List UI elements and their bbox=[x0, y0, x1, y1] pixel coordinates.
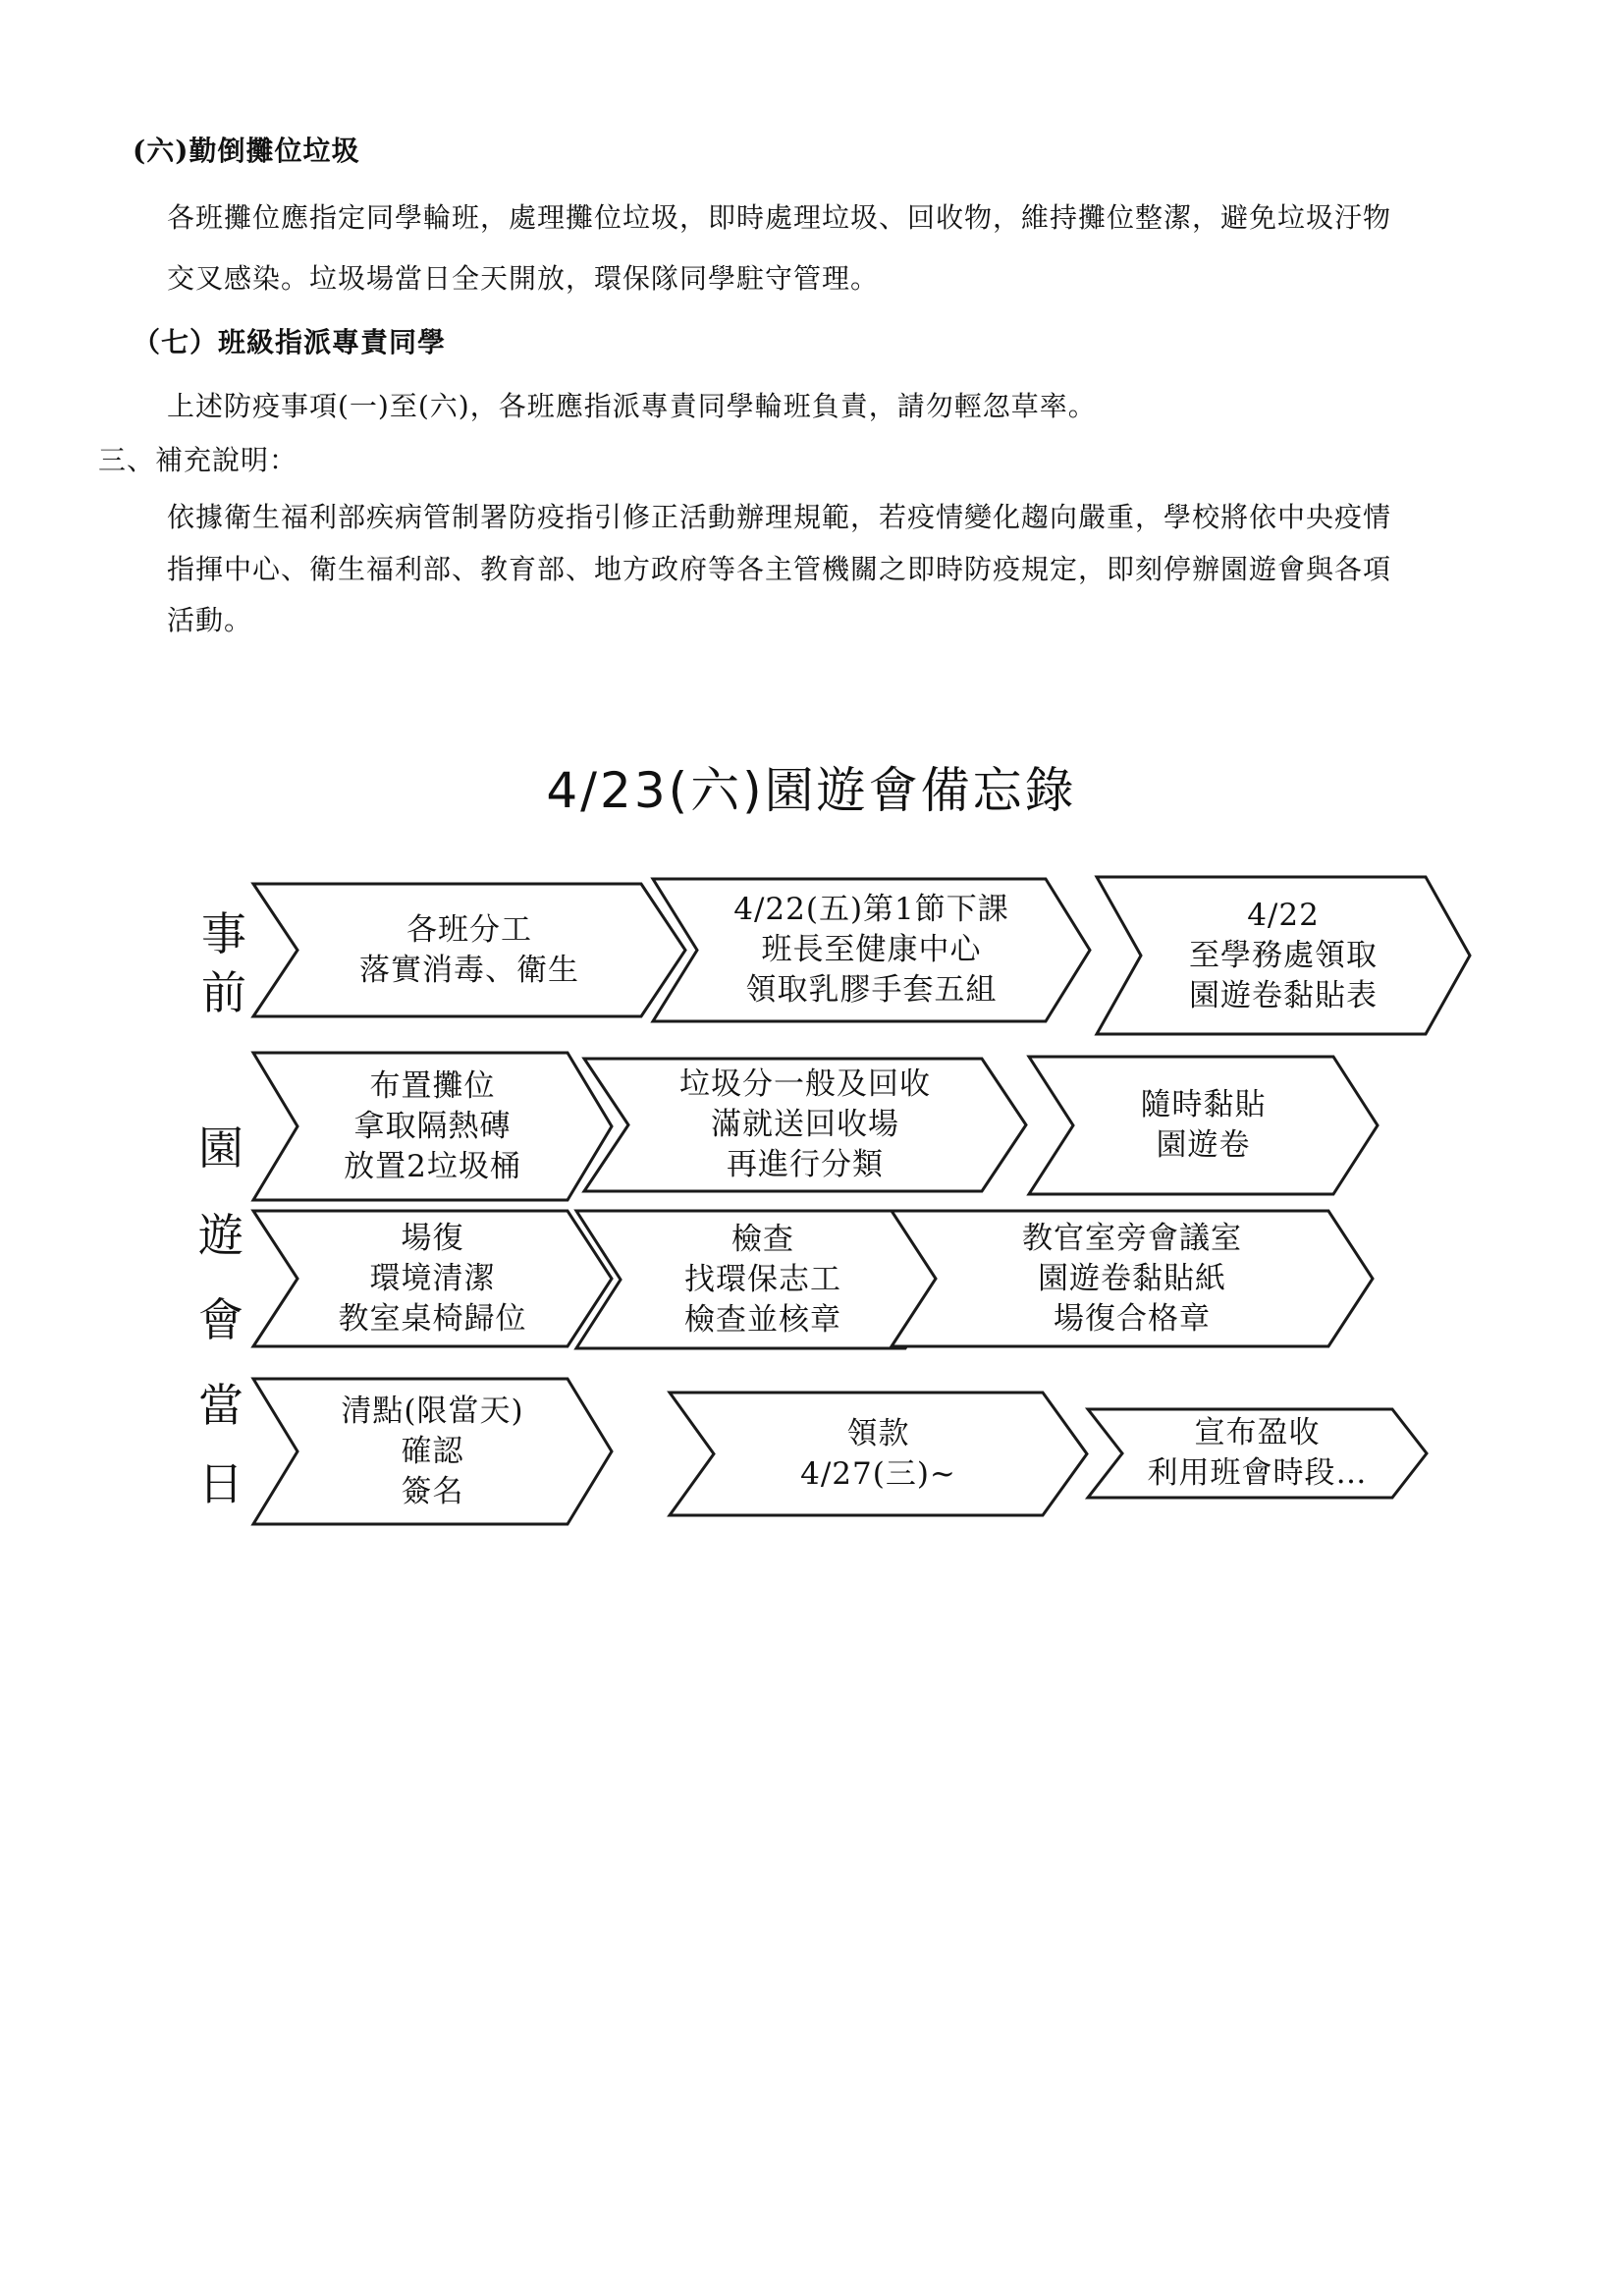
arrow-10-line-2: 確認 bbox=[401, 1433, 464, 1469]
section-seven-heading: （七）班級指派專責同學 bbox=[133, 326, 447, 358]
section-three-body-line-1: 依據衛生福利部疾病管制署防疫指引修正活動辦理規範，若疫情變化趨向嚴重，學校將依中央疫情 bbox=[167, 501, 1392, 533]
arrow-2-line-2: 班長至健康中心 bbox=[761, 932, 982, 967]
arrow-7-line-3: 教室桌椅歸位 bbox=[338, 1300, 527, 1337]
label-day-char-1: 園 bbox=[198, 1121, 243, 1175]
arrow-1-line-1: 各班分工 bbox=[406, 911, 532, 948]
arrow-4-line-1: 布置攤位 bbox=[369, 1067, 496, 1104]
arrow-6-line-2: 園遊卷 bbox=[1156, 1127, 1251, 1163]
label-day-char-3: 會 bbox=[198, 1293, 243, 1346]
arrow-4-line-2: 拿取隔熱磚 bbox=[353, 1108, 512, 1144]
arrow-11-line-2: 4/27(三)~ bbox=[800, 1455, 956, 1492]
arrow-7-line-2: 環境清潔 bbox=[369, 1260, 496, 1296]
label-day-char-4: 當 bbox=[198, 1379, 243, 1432]
arrow-5-line-2: 滿就送回收場 bbox=[711, 1107, 899, 1142]
arrow-12-line-1: 宣布盈收 bbox=[1194, 1415, 1321, 1450]
label-day-char-5: 日 bbox=[198, 1457, 243, 1510]
arrow-12-line-2: 利用班會時段… bbox=[1147, 1455, 1368, 1491]
arrow-2-line-1: 4/22(五)第1節下課 bbox=[733, 892, 1009, 927]
arrow-9-line-2: 園遊卷黏貼紙 bbox=[1038, 1260, 1226, 1296]
arrow-6-line-1: 隨時黏貼 bbox=[1140, 1087, 1267, 1122]
section-three-heading: 三、補充說明： bbox=[98, 444, 298, 476]
label-day-char-2: 遊 bbox=[198, 1209, 243, 1262]
section-six-body-line-1: 各班攤位應指定同學輪班，處理攤位垃圾，即時處理垃圾、回收物，維持攤位整潔，避免垃圾汙物 bbox=[167, 201, 1392, 234]
arrow-9-line-3: 場復合格章 bbox=[1054, 1300, 1211, 1337]
arrow-8-line-3: 檢查並核章 bbox=[684, 1301, 841, 1338]
label-before-char-2: 前 bbox=[201, 966, 246, 1019]
arrow-9-line-1: 教官室旁會議室 bbox=[1022, 1220, 1242, 1256]
section-three-body-line-3: 活動。 bbox=[167, 604, 253, 636]
arrow-8-line-1: 檢查 bbox=[731, 1221, 794, 1257]
label-before-char-1: 事 bbox=[201, 907, 246, 960]
arrow-10-line-1: 清點(限當天) bbox=[341, 1393, 524, 1429]
section-six-body-line-2: 交叉感染。垃圾場當日全天開放，環保隊同學駐守管理。 bbox=[167, 262, 880, 295]
chevron-arrow-1 bbox=[253, 884, 685, 1016]
arrow-3-line-3: 園遊卷黏貼表 bbox=[1189, 977, 1378, 1013]
chevron-arrow-11 bbox=[670, 1393, 1087, 1515]
memo-title: 4/23(六)園遊會備忘錄 bbox=[546, 762, 1077, 819]
arrow-7-line-1: 場復 bbox=[401, 1220, 464, 1256]
arrow-3-line-1: 4/22 bbox=[1247, 897, 1320, 933]
chevron-arrow-6 bbox=[1029, 1057, 1378, 1194]
section-three-body-line-2: 指揮中心、衛生福利部、教育部、地方政府等各主管機關之即時防疫規定，即刻停辦園遊會與各項 bbox=[167, 553, 1392, 585]
arrow-8-line-2: 找環保志工 bbox=[684, 1261, 841, 1297]
arrow-4-line-3: 放置2垃圾桶 bbox=[344, 1148, 521, 1184]
arrow-5-line-1: 垃圾分一般及回收 bbox=[679, 1066, 931, 1102]
section-seven-body: 上述防疫事項(一)至(六)，各班應指派專責同學輪班負責，請勿輕忽草率。 bbox=[167, 390, 1097, 422]
arrow-2-line-3: 領取乳膠手套五組 bbox=[745, 972, 998, 1008]
arrow-11-line-1: 領款 bbox=[846, 1415, 910, 1451]
arrow-5-line-3: 再進行分類 bbox=[727, 1147, 884, 1182]
arrow-1-line-2: 落實消毒、衛生 bbox=[359, 952, 579, 988]
section-six-heading: (六)勤倒攤位垃圾 bbox=[133, 135, 360, 167]
arrow-3-line-2: 至學務處領取 bbox=[1189, 937, 1378, 973]
arrow-10-line-3: 簽名 bbox=[401, 1473, 464, 1509]
